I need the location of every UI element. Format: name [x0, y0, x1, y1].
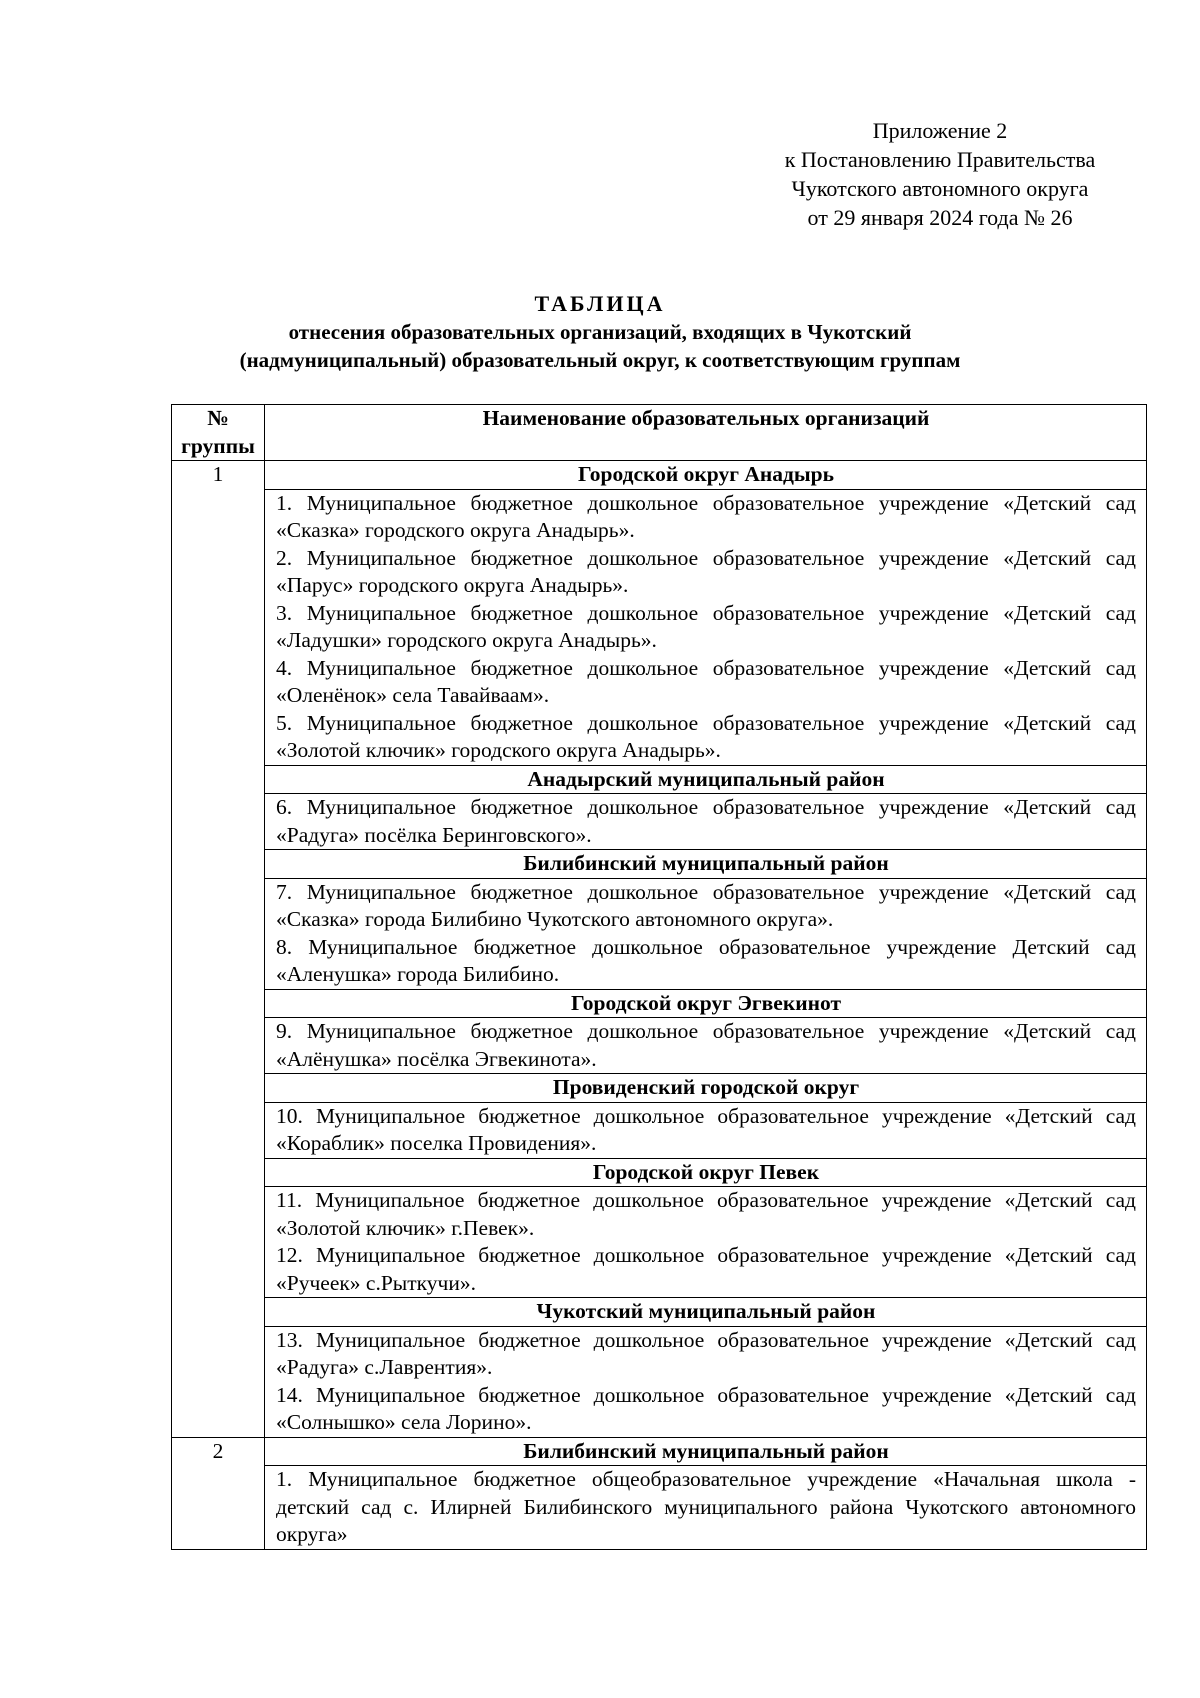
org-list-cell — [265, 489, 1147, 765]
org-list-cell — [265, 1102, 1147, 1158]
district-row — [172, 1158, 1147, 1187]
org-list-row — [172, 794, 1147, 850]
district-row — [172, 850, 1147, 879]
org-item: 9. Муниципальное бюджетное дошкольное образовательное учреждение «Детский сад «Алёнушка» посёлка Эгвекинота». — [276, 1019, 1136, 1071]
org-list-cell — [265, 1187, 1147, 1298]
org-list-row — [172, 1018, 1147, 1074]
org-list-cell — [265, 1466, 1147, 1550]
title-line-1: ТАБЛИЦА — [534, 291, 666, 316]
org-list-cell — [265, 794, 1147, 850]
org-item: 4. Муниципальное бюджетное дошкольное образовательное учреждение «Детский сад «Оленёнок» села Тавайваам». — [276, 655, 1136, 707]
district-row — [172, 765, 1147, 794]
district-row — [172, 1298, 1147, 1327]
district-name: Городской округ Эгвекинот — [265, 989, 1147, 1018]
org-item: 5. Муниципальное бюджетное дошкольное образовательное учреждение «Детский сад «Золотой ключик» городского округа Анадырь». — [276, 710, 1136, 762]
district-row — [172, 1437, 1147, 1466]
org-item: 6. Муниципальное бюджетное дошкольное образовательное учреждение «Детский сад «Радуга» посёлка Беринговского». — [276, 795, 1136, 847]
table-header-row — [172, 405, 1147, 461]
col-header-group-number: № группы — [172, 405, 265, 461]
document-title — [150, 290, 1050, 374]
org-item: 14. Муниципальное бюджетное дошкольное образовательное учреждение «Детский сад «Солнышко» села Лорино». — [276, 1382, 1136, 1434]
org-item: 10. Муниципальное бюджетное дошкольное образовательное учреждение «Детский сад «Кораблик» поселка Провидения». — [276, 1103, 1136, 1155]
org-item: 1. Муниципальное бюджетное дошкольное образовательное учреждение «Детский сад «Сказка» городского округа Анадырь». — [276, 490, 1136, 542]
district-name: Городской округ Певек — [265, 1158, 1147, 1187]
appendix-line-1: Приложение 2 — [872, 118, 1008, 143]
district-row — [172, 1074, 1147, 1103]
appendix-header — [750, 116, 1130, 232]
org-item: 1. Муниципальное бюджетное общеобразовательное учреждение «Начальная школа - детский сад с. Илирней Билибинского муниципального района Чукотского автономного округа» — [276, 1467, 1136, 1546]
district-name: Чукотский муниципальный район — [265, 1298, 1147, 1327]
appendix-line-2: к Постановлению Правительства — [784, 147, 1096, 172]
district-name: Билибинский муниципальный район — [265, 850, 1147, 879]
org-list-row — [172, 1466, 1147, 1550]
org-item: 7. Муниципальное бюджетное дошкольное образовательное учреждение «Детский сад «Сказка» города Билибино Чукотского автономного округа». — [276, 879, 1136, 931]
org-list-row — [172, 1326, 1147, 1437]
org-list-cell — [265, 878, 1147, 989]
org-list-row — [172, 489, 1147, 765]
district-name: Провиденский городской округ — [265, 1074, 1147, 1103]
title-line-2: отнесения образовательных организаций, входящих в Чукотский — [288, 320, 912, 344]
org-list-row — [172, 1187, 1147, 1298]
org-list-cell — [265, 1326, 1147, 1437]
org-item: 12. Муниципальное бюджетное дошкольное образовательное учреждение «Детский сад «Ручеек» с.Рыткучи». — [276, 1243, 1136, 1295]
group-number-cell: 2 — [172, 1437, 265, 1549]
title-line-3: (надмуниципальный) образовательный округ, к соответствующим группам — [239, 348, 961, 372]
org-item: 3. Муниципальное бюджетное дошкольное образовательное учреждение «Детский сад «Ладушки» городского округа Анадырь». — [276, 600, 1136, 652]
org-list-row — [172, 878, 1147, 989]
org-item: 13. Муниципальное бюджетное дошкольное образовательное учреждение «Детский сад «Радуга» с.Лаврентия». — [276, 1327, 1136, 1379]
org-item: 8. Муниципальное бюджетное дошкольное образовательное учреждение Детский сад «Аленушка» города Билибино. — [276, 934, 1136, 986]
district-name: Городской округ Анадырь — [265, 461, 1147, 490]
org-item: 11. Муниципальное бюджетное дошкольное образовательное учреждение «Детский сад «Золотой ключик» г.Певек». — [276, 1188, 1136, 1240]
district-name: Билибинский муниципальный район — [265, 1437, 1147, 1466]
groups-table — [171, 404, 1147, 1550]
org-list-row — [172, 1102, 1147, 1158]
org-item: 2. Муниципальное бюджетное дошкольное образовательное учреждение «Детский сад «Парус» городского округа Анадырь». — [276, 545, 1136, 597]
appendix-line-4: от 29 января 2024 года № 26 — [807, 205, 1073, 230]
groups-table-body — [172, 405, 1147, 1550]
appendix-line-3: Чукотского автономного округа — [791, 176, 1089, 201]
district-name: Анадырский муниципальный район — [265, 765, 1147, 794]
org-list-cell — [265, 1018, 1147, 1074]
group-number-cell: 1 — [172, 461, 265, 1438]
district-row — [172, 461, 1147, 490]
district-row — [172, 989, 1147, 1018]
col-header-org-name: Наименование образовательных организаций — [265, 405, 1147, 461]
